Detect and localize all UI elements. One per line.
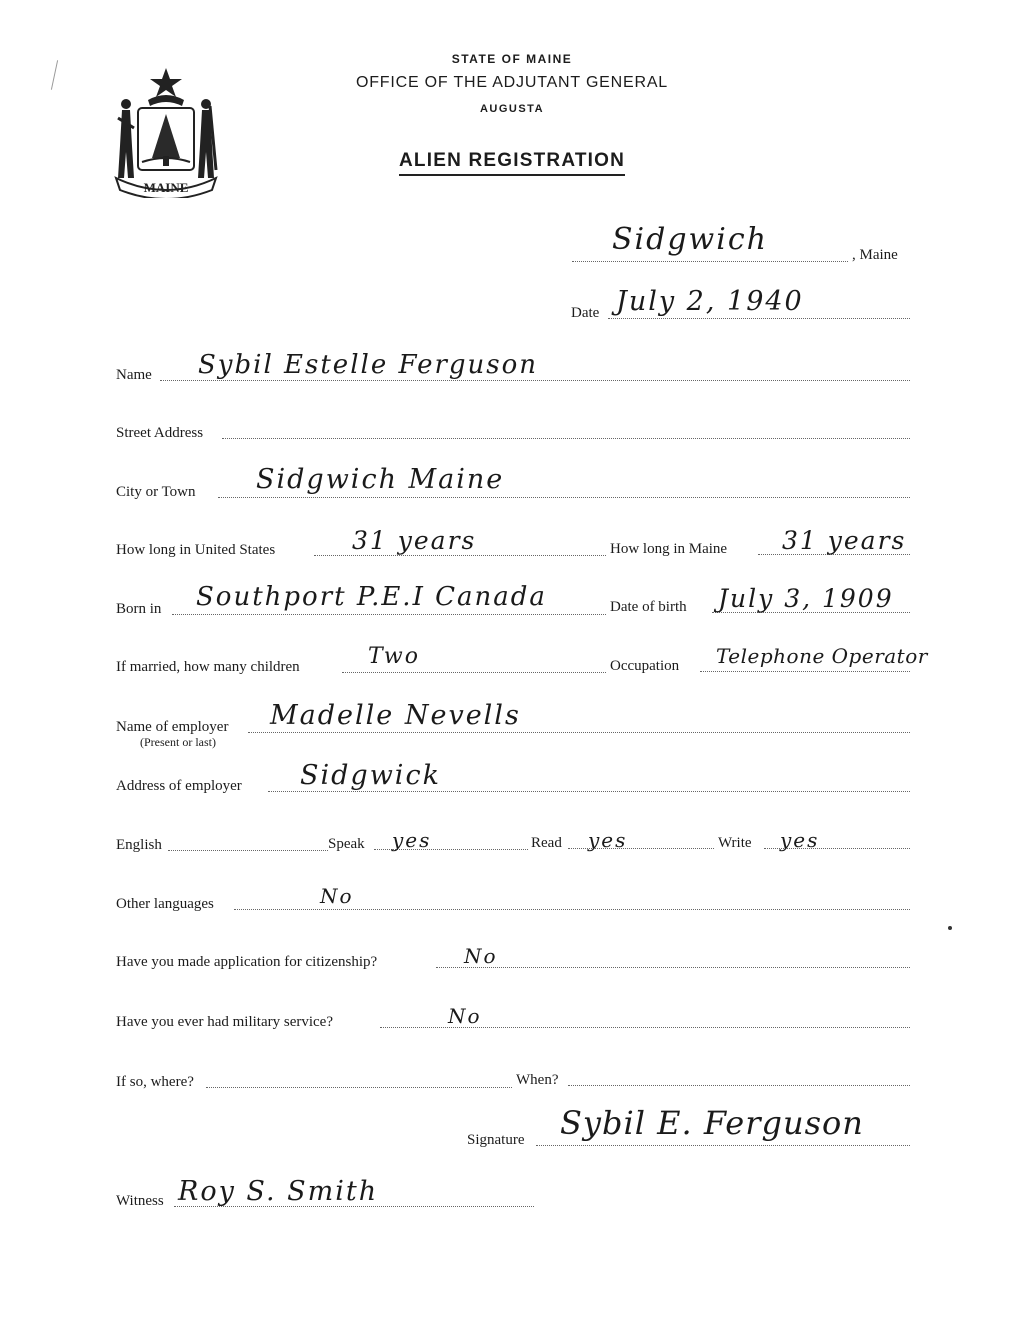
place-line bbox=[572, 261, 848, 262]
witness-value[interactable]: Roy S. Smith bbox=[178, 1176, 379, 1207]
english-line bbox=[168, 850, 328, 851]
employer-label: Name of employer bbox=[116, 719, 229, 735]
place-value[interactable]: Sidgwich bbox=[612, 222, 768, 257]
when-label: When? bbox=[516, 1072, 559, 1088]
date-label: Date bbox=[571, 305, 600, 321]
svg-text:MAINE: MAINE bbox=[143, 180, 189, 195]
signature-value[interactable]: Sybil E. Ferguson bbox=[560, 1104, 864, 1142]
children-label: If married, how many children bbox=[116, 659, 300, 675]
children-value[interactable]: Two bbox=[368, 644, 420, 669]
street-line[interactable] bbox=[222, 438, 910, 439]
children-line bbox=[342, 672, 606, 673]
street-label: Street Address bbox=[116, 425, 204, 441]
speak-value[interactable]: yes bbox=[392, 828, 432, 852]
how-long-us-value[interactable]: 31 years bbox=[352, 526, 477, 555]
citizenship-value[interactable]: No bbox=[464, 944, 498, 968]
english-label: English bbox=[116, 837, 162, 853]
military-label: Have you ever had military service? bbox=[116, 1014, 333, 1030]
born-in-value[interactable]: Southport P.E.I Canada bbox=[196, 582, 547, 612]
born-in-label: Born in bbox=[116, 601, 162, 617]
form-title: ALIEN REGISTRATION bbox=[0, 150, 1024, 172]
other-languages-label: Other languages bbox=[116, 896, 214, 912]
city-label: City or Town bbox=[116, 484, 196, 500]
employer-sublabel: (Present or last) bbox=[140, 735, 216, 749]
where-label: If so, where? bbox=[116, 1074, 194, 1090]
how-long-us-line bbox=[314, 555, 606, 556]
citizenship-line bbox=[436, 967, 910, 968]
military-value[interactable]: No bbox=[448, 1004, 482, 1028]
name-label: Name bbox=[116, 367, 152, 383]
date-of-birth-value[interactable]: July 3, 1909 bbox=[718, 584, 894, 613]
how-long-maine-value[interactable]: 31 years bbox=[782, 526, 907, 555]
occupation-value[interactable]: Telephone Operator bbox=[716, 644, 928, 668]
write-label: Write bbox=[718, 835, 752, 851]
employer-address-line bbox=[268, 791, 910, 792]
date-of-birth-label: Date of birth bbox=[610, 599, 687, 615]
read-value[interactable]: yes bbox=[588, 828, 628, 852]
city-line bbox=[218, 497, 910, 498]
where-line[interactable] bbox=[206, 1087, 512, 1088]
how-long-us-label: How long in United States bbox=[116, 542, 276, 558]
office-heading: OFFICE OF THE ADJUTANT GENERAL bbox=[355, 74, 669, 91]
other-languages-value[interactable]: No bbox=[320, 884, 354, 908]
date-line bbox=[608, 318, 910, 319]
place-suffix: , Maine bbox=[852, 247, 898, 263]
when-line[interactable] bbox=[568, 1085, 910, 1086]
employer-line bbox=[248, 732, 910, 733]
born-in-line bbox=[172, 614, 606, 615]
employer-address-label: Address of employer bbox=[116, 778, 242, 794]
speak-label: Speak bbox=[328, 836, 365, 852]
date-value[interactable]: July 2, 1940 bbox=[616, 286, 804, 317]
read-label: Read bbox=[531, 835, 562, 851]
name-line bbox=[160, 380, 910, 381]
write-value[interactable]: yes bbox=[780, 828, 820, 852]
signature-label: Signature bbox=[467, 1132, 525, 1148]
employer-address-value[interactable]: Sidgwick bbox=[300, 760, 441, 791]
employer-value[interactable]: Madelle Nevells bbox=[270, 700, 521, 731]
citizenship-label: Have you made application for citizenship? bbox=[116, 954, 378, 970]
scan-speck bbox=[948, 926, 952, 930]
other-languages-line bbox=[234, 909, 910, 910]
name-value[interactable]: Sybil Estelle Ferguson bbox=[198, 350, 539, 380]
state-heading: STATE OF MAINE bbox=[451, 52, 573, 66]
occupation-label: Occupation bbox=[610, 658, 680, 674]
city-heading: AUGUSTA bbox=[479, 103, 545, 115]
city-value[interactable]: Sidgwich Maine bbox=[256, 464, 505, 495]
signature-line bbox=[536, 1145, 910, 1146]
how-long-maine-label: How long in Maine bbox=[610, 541, 728, 557]
witness-label: Witness bbox=[116, 1193, 164, 1209]
occupation-line bbox=[700, 671, 910, 672]
